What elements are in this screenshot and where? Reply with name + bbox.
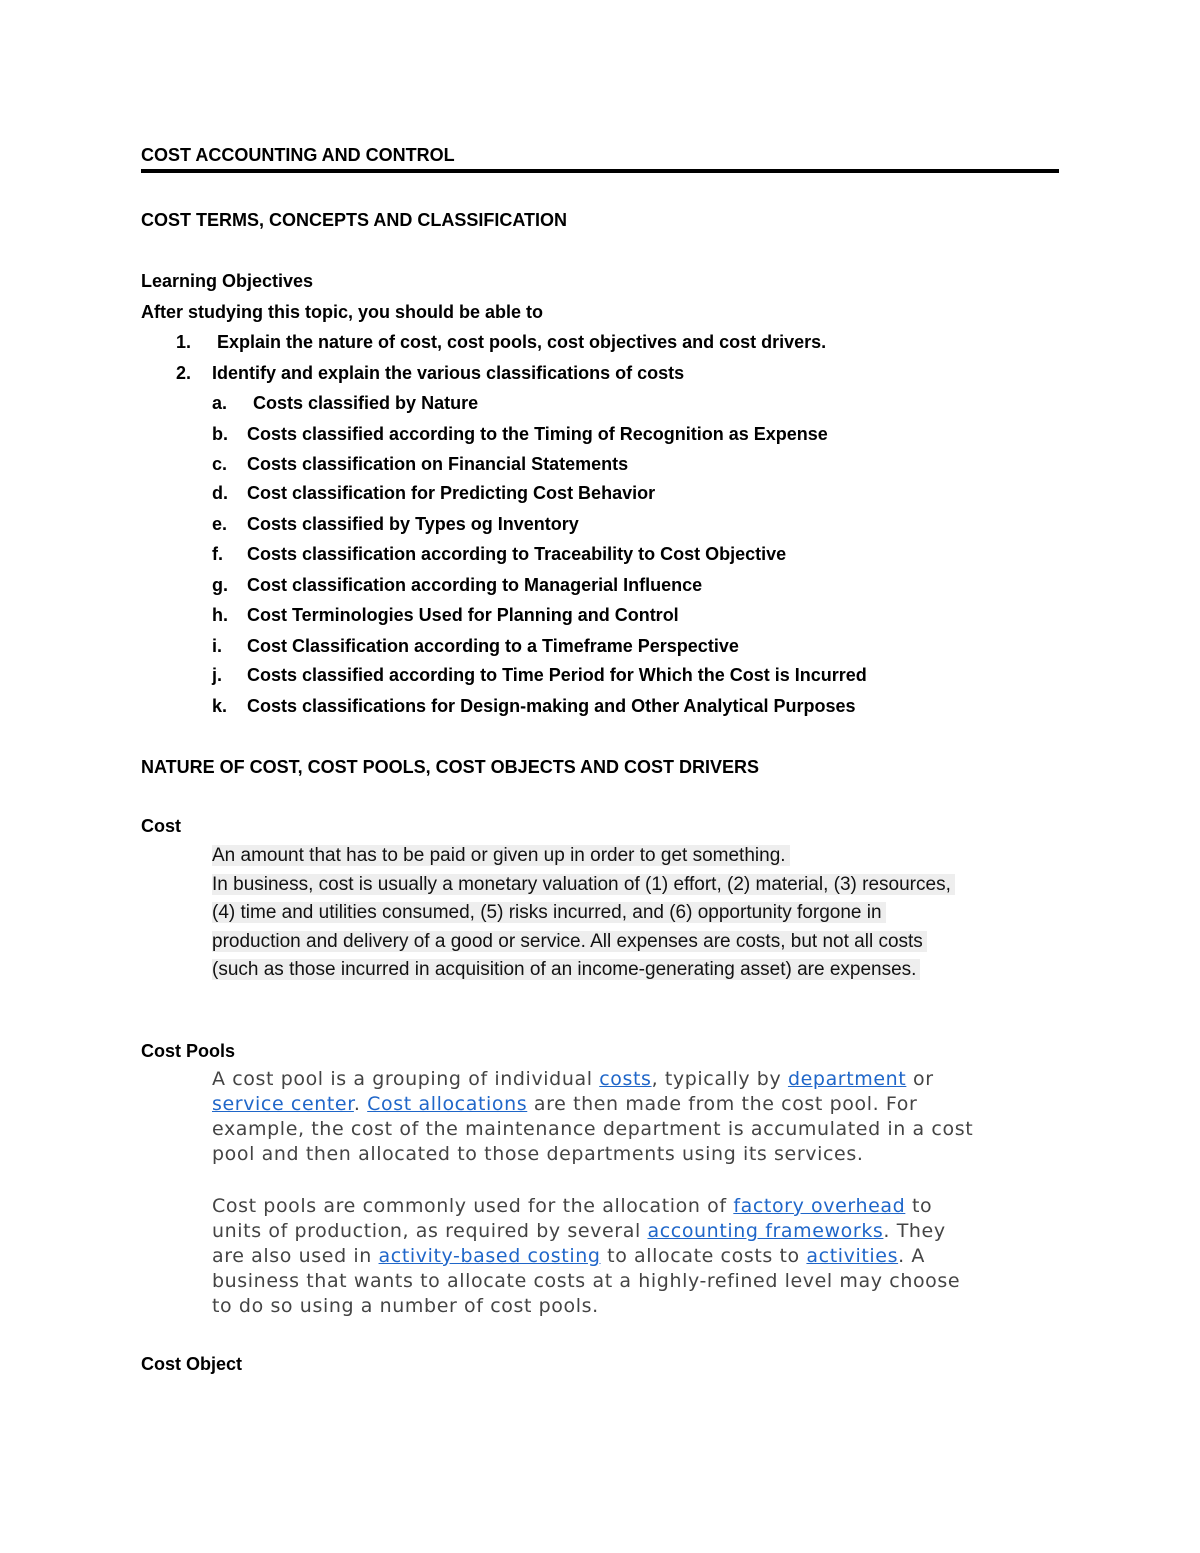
paragraph-text: to allocate costs to [600,1245,807,1267]
sub-objective-text: Costs classification on Financial Statements [247,454,629,474]
sub-objective-letter: g. [212,575,228,595]
objective-text: Identify and explain the various classifications of costs [212,363,685,383]
sub-objective-text: Costs classified according to the Timing of Recognition as Expense [247,424,828,444]
link-activity-based-costing[interactable]: activity-based costing [378,1245,601,1267]
paragraph-text: . They [883,1220,946,1242]
cost-pools-heading: Cost Pools [141,1041,236,1061]
sub-objective-text: Cost Classification according to a Timeframe Perspective [247,636,739,656]
section-heading: NATURE OF COST, COST POOLS, COST OBJECTS AND COST DRIVERS [141,757,760,777]
paragraph-text: . [353,1093,368,1115]
sub-objective-text: Costs classified by Types og Inventory [247,514,579,534]
link-costs[interactable]: costs [599,1068,652,1090]
objectives-intro: After studying this topic, you should be able to [141,302,544,322]
link-cost-allocations[interactable]: Cost allocations [367,1093,528,1115]
sub-objective-letter: f. [212,544,223,564]
sub-objective-text: Cost classification for Predicting Cost Behavior [247,483,656,503]
paragraph-text: business that wants to allocate costs at a highly-refined level may choose [212,1270,961,1292]
sub-objective-letter: d. [212,483,228,503]
sub-objective-letter: a. [212,393,228,413]
paragraph-text: Cost pools are commonly used for the allocation of [212,1195,734,1217]
sub-objective-letter: j. [212,665,223,685]
paragraph-text: , typically by [651,1068,788,1090]
sub-objective-text: Cost classification according to Managerial Influence [247,575,703,595]
sub-objective-text: Costs classified according to Time Period for Which the Cost is Incurred [247,665,867,685]
paragraph-text: to [905,1195,933,1217]
cost-pools-paragraph-2 [212,1194,960,1319]
sub-objective-letter: b. [212,424,228,444]
paragraph-text: or [906,1068,934,1090]
paragraph-text: are then made from the cost pool. For [527,1093,918,1115]
sub-objective-text: Costs classifications for Design-making and Other Analytical Purposes [247,696,856,716]
paragraph-text: A cost pool is a grouping of individual [212,1068,600,1090]
paragraph-text: to do so using a number of cost pools. [212,1295,599,1317]
objective-number: 2. [176,363,192,383]
paragraph-text: units of production, as required by several [212,1220,648,1242]
document-subtitle: COST TERMS, CONCEPTS AND CLASSIFICATION [141,210,568,230]
link-activities[interactable]: activities [806,1245,899,1267]
sub-objective-letter: h. [212,605,228,625]
cost-pools-paragraph-1 [212,1067,973,1167]
cost-definition-line: In business, cost is usually a monetary valuation of (1) effort, (2) material, (3) resources, [212,874,955,895]
document-title: COST ACCOUNTING AND CONTROL [141,145,455,165]
link-department[interactable]: department [787,1068,907,1090]
cost-heading: Cost [141,816,181,836]
link-accounting-frameworks[interactable]: accounting frameworks [647,1220,884,1242]
sub-objective-text: Costs classified by Nature [253,393,479,413]
objective-number: 1. [176,332,192,352]
sub-objective-text: Costs classification according to Traceability to Cost Objective [247,544,787,564]
cost-definition [212,842,955,985]
sub-objective-text: Cost Terminologies Used for Planning and Control [247,605,679,625]
paragraph-text: are also used in [212,1245,379,1267]
objective-text: Explain the nature of cost, cost pools, cost objectives and cost drivers. [217,332,827,352]
objectives-heading: Learning Objectives [141,271,314,291]
sub-objective-letter: e. [212,514,228,534]
title-underline [141,169,1059,173]
paragraph-text: . A [898,1245,925,1267]
sub-objective-letter: k. [212,696,228,716]
cost-definition-line: An amount that has to be paid or given up in order to get something. [212,845,790,866]
cost-definition-line: (such as those incurred in acquisition of an income-generating asset) are expenses. [212,959,920,980]
sub-objective-letter: c. [212,454,228,474]
cost-definition-line: (4) time and utilities consumed, (5) risks incurred, and (6) opportunity forgone in [212,902,886,923]
cost-object-heading: Cost Object [141,1354,243,1374]
link-service-center[interactable]: service center [212,1093,354,1115]
paragraph-text: example, the cost of the maintenance department is accumulated in a cost [212,1118,974,1140]
sub-objective-letter: i. [212,636,223,656]
cost-definition-line: production and delivery of a good or service. All expenses are costs, but not all costs [212,931,927,952]
link-factory-overhead[interactable]: factory overhead [733,1195,906,1217]
paragraph-text: pool and then allocated to those departments using its services. [212,1143,864,1165]
